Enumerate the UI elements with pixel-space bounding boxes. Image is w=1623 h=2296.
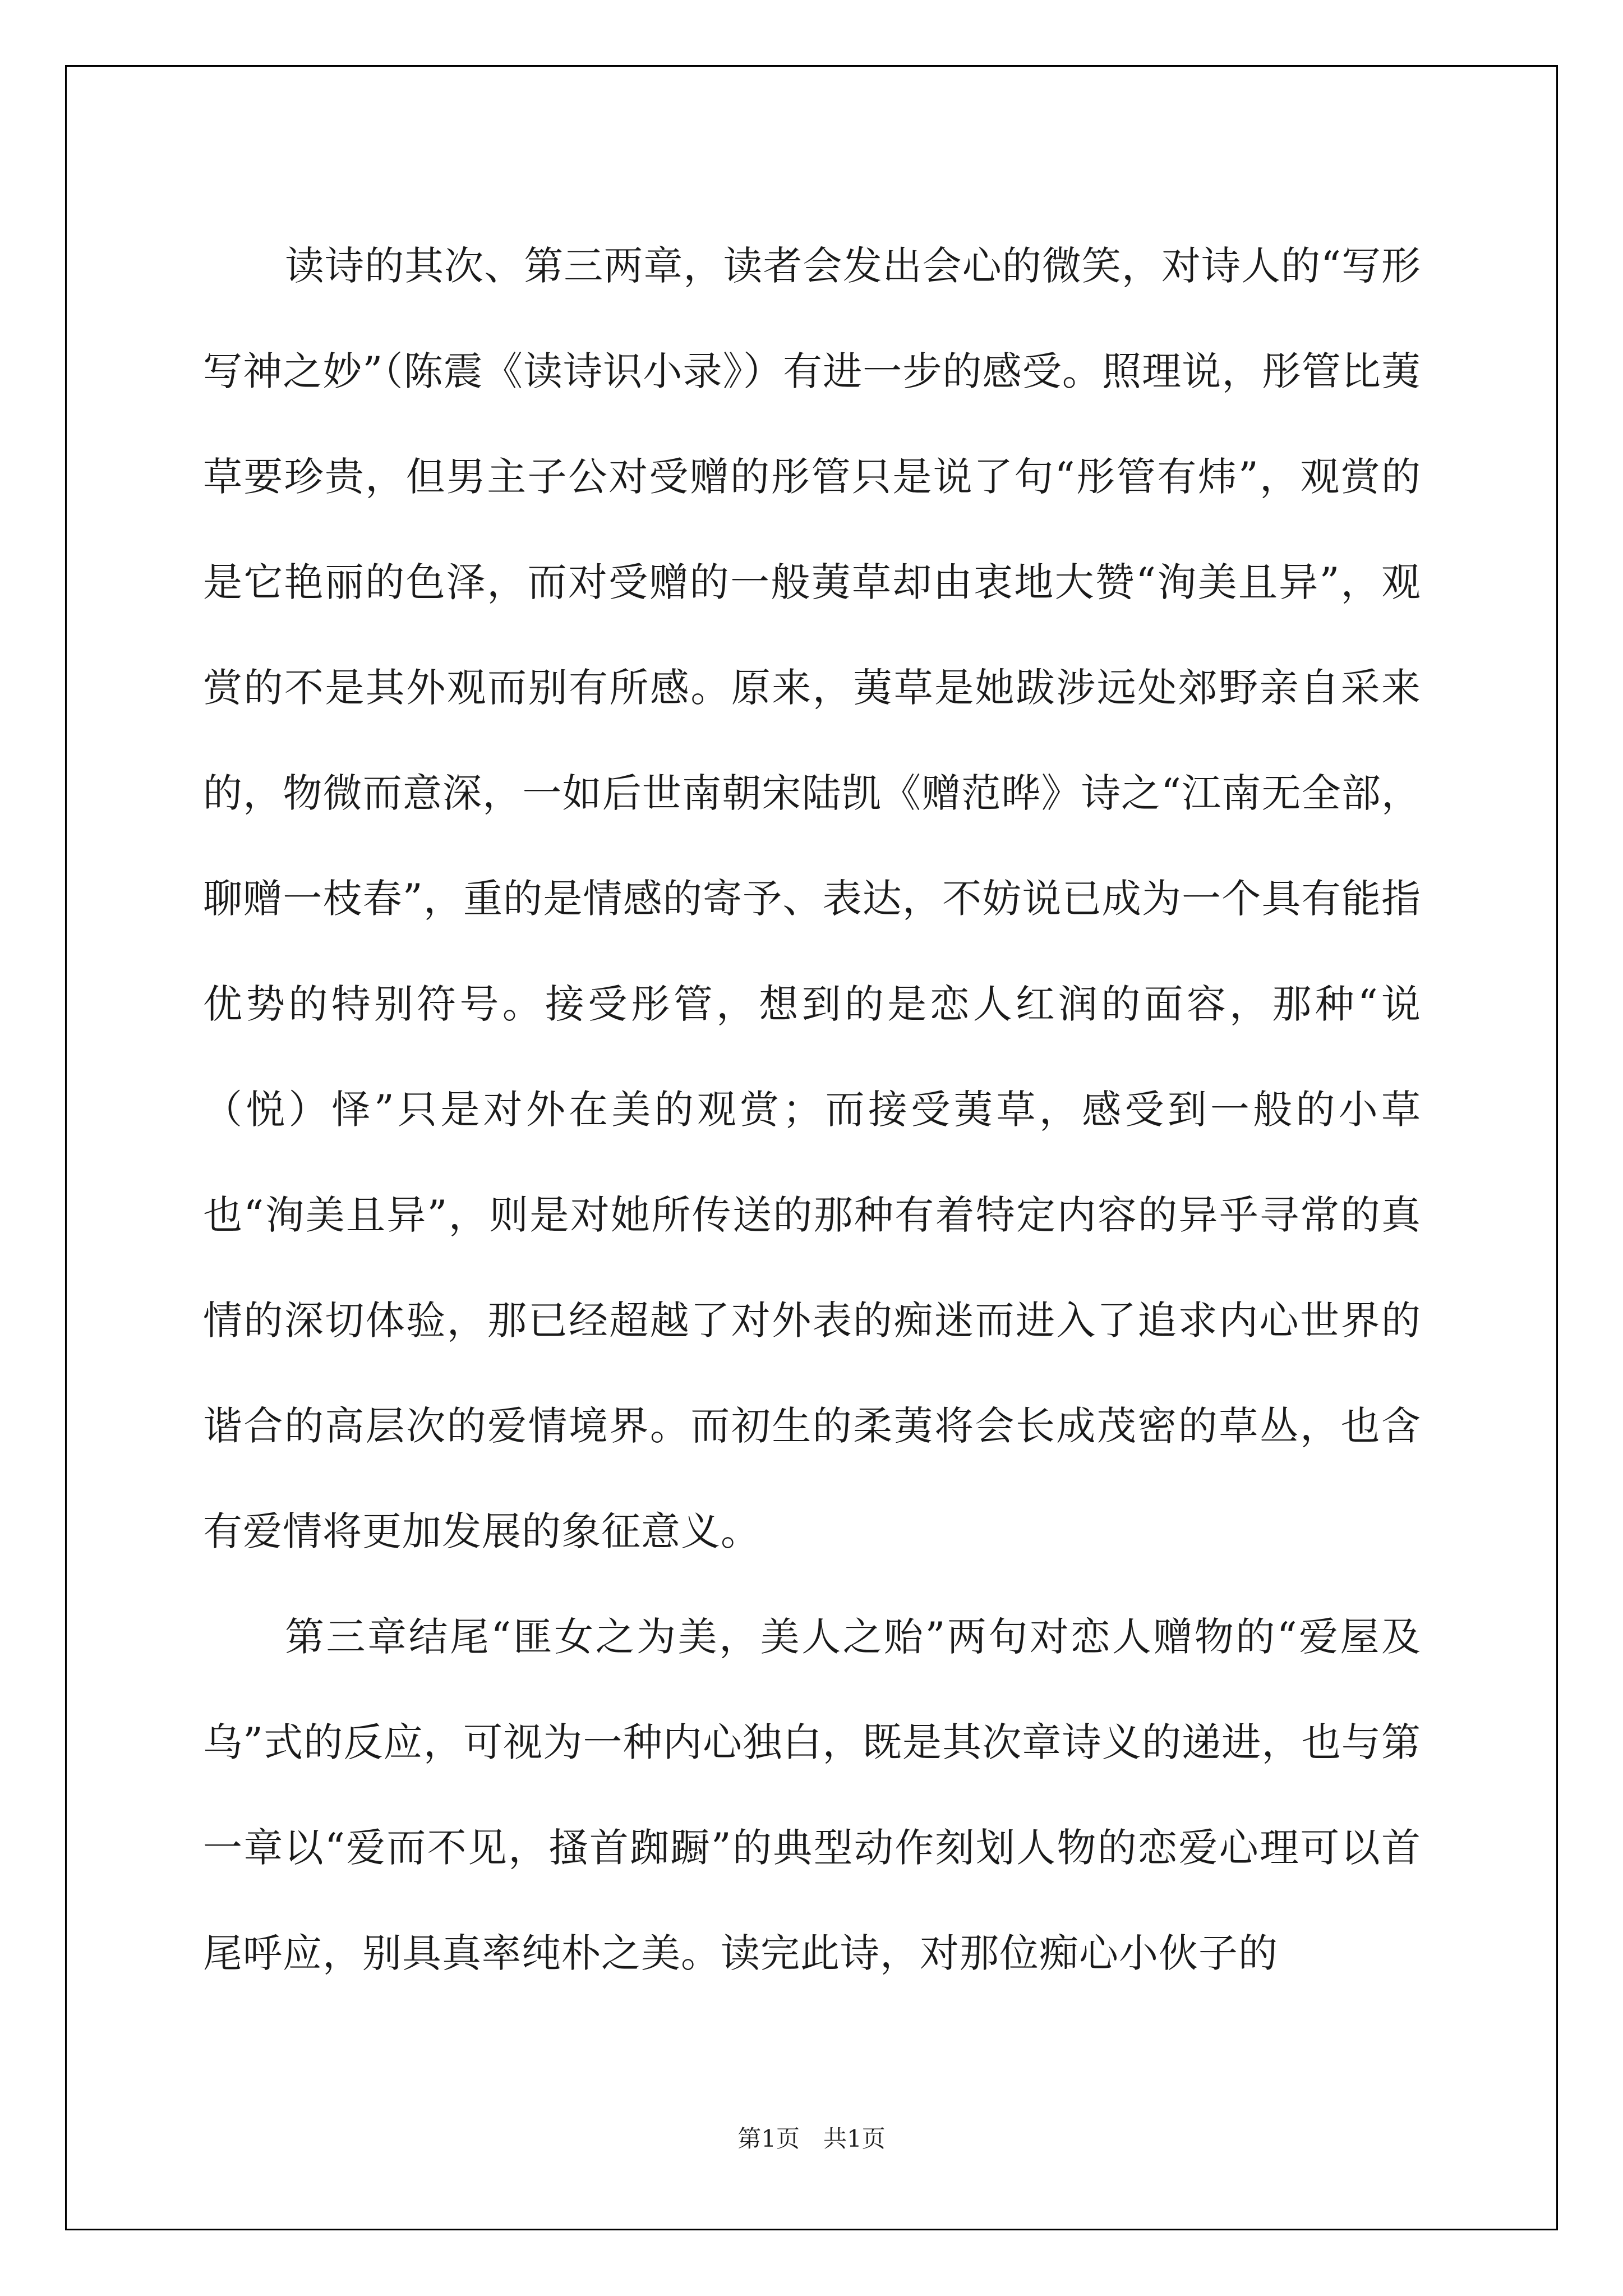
paragraph-2: 第三章结尾“匪女之为美，美人之贻”两句对恋人赠物的“爱屋及乌”式的反应，可视为一种内心独白，既是其次章诗义的递进，也与第一章以“爱而不见，搔首踟蹰”的典型动作刻划人物的恋爱心理可以首尾呼应，别具真率纯朴之美。读完此诗，对那位痴心小伙子的 bbox=[203, 1614, 1421, 1976]
page-total: 共1页 bbox=[823, 2125, 886, 2152]
document-body bbox=[203, 213, 1421, 2006]
page-footer bbox=[0, 2120, 1623, 2154]
paragraph-1: 读诗的其次、第三两章，读者会发出会心的微笑，对诗人的“写形写神之妙”（陈震《读诗识小录》）有进一步的感受。照理说，彤管比荑草要珍贵，但男主子公对受赠的彤管只是说了句“彤管有炜”，观赏的是它艳丽的色泽，而对受赠的一般荑草却由衷地大赞“洵美且异”，观赏的不是其外观而别有所感。原来，荑草是她跋涉远处郊野亲自采来的，物微而意深，一如后世南朝宋陆凯《赠范晔》诗之“江南无全部，聊赠一枝春”，重的是情感的寄予、表达，不妨说已成为一个具有能指优势的特别符号。接受彤管，想到的是恋人红润的面容，那种“说（悦）怿”只是对外在美的观赏；而接受荑草，感受到一般的小草也“洵美且异”，则是对她所传送的那种有着特定内容的异乎寻常的真情的深切体验，那已经超越了对外表的痴迷而进入了追求内心世界的谐合的高层次的爱情境界。而初生的柔荑将会长成茂密的草丛，也含有爱情将更加发展的象征意义。 bbox=[203, 243, 1421, 1554]
page-number: 第1页 bbox=[737, 2125, 800, 2152]
